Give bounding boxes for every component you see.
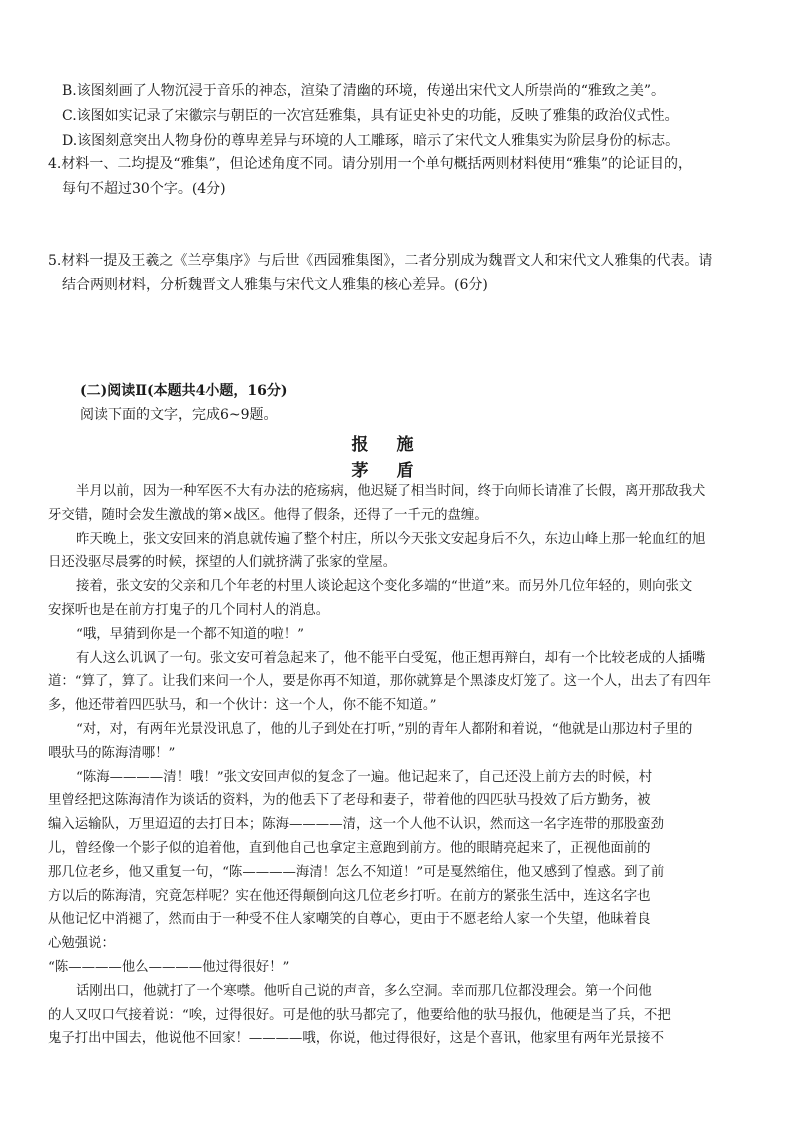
question-4-line-1: 4.材料一、二均提及“雅集”，但论述角度不同。请分别用一个单句概括两则材料使用“雅集”的论证目的， [48,156,692,172]
article-line: 编入运输队，万里迢迢的去打日本；陈海————清，这一个人他不认识，然而这一名字连带的那股蛮劲 [48,817,664,833]
article-title: 报施 [351,435,442,455]
option-d: D.该图刻意突出人物身份的尊卑差异与环境的人工雕琢，暗示了宋代文人雅集实为阶层身份的标志。 [62,133,680,149]
section-heading: (二)阅读Ⅱ(本题共4小题，16分) [80,383,288,399]
option-c: C.该图如实记录了宋徽宗与朝臣的一次宫廷雅集，具有证史补史的功能，反映了雅集的政治仪式性。 [62,108,679,124]
section-instruction: 阅读下面的文字，完成6~9题。 [80,407,278,423]
question-4-line-2: 每句不超过30个字。(4分) [62,181,226,197]
question-5-line-1: 5.材料一提及王羲之《兰亭集序》与后世《西园雅集图》，二者分别成为魏晋文人和宋代文人雅集的代表。请 [48,253,713,269]
article-line: 鬼子打出中国去，他说他不回家！————哦，你说，他过得很好，这是个喜讯，他家里有两年光景接不 [48,1031,664,1047]
article-line: 心勉强说： [48,936,115,952]
article-line: 方以后的陈海清，究竟怎样呢？实在他还得颠倒向这几位老乡打听。在前方的紧张生活中，连这名字也 [48,888,651,904]
article-line: “陈海————清！哦！”张文安回声似的复念了一遍。他记起来了，自己还没上前方去的时候，村 [76,769,653,785]
article-line: 喂驮马的陈海清哪！” [48,745,176,761]
article-line: 牙交错，随时会发生激战的第×战区。他得了假条，还得了一千元的盘缠。 [48,507,488,523]
article-line: “哦，早猜到你是一个都不知道的啦！” [76,626,304,642]
article-line: 日还没驱尽晨雾的时候，探望的人们就挤满了张家的堂屋。 [48,555,397,571]
article-line: 那几位老乡，他又重复一句，“陈————海清！怎么不知道！”可是戛然缩住，他又感到了惶惑。到了前 [48,864,665,880]
option-b: B.该图刻画了人物沉浸于音乐的神态，渲染了清幽的环境，传递出宋代文人所崇尚的“雅致之美”。 [62,83,666,99]
article-author: 茅盾 [351,461,442,481]
article-line: 里曾经把这陈海清作为谈话的资料，为的他丢下了老母和妻子，带着他的四匹驮马投效了后方勤务，被 [48,793,651,809]
article-line: 接着，张文安的父亲和几个年老的村里人谈论起这个变化多端的“世道”来。而另外几位年轻的，则向张文 [76,579,693,595]
article-line: 多，他还带着四匹驮马，和一个伙计：这一个人，你不能不知道。” [48,698,437,714]
article-line: 半月以前，因为一种军医不大有办法的疮疡病，他迟疑了相当时间，终于向师长请准了长假，离开那敌我犬 [76,484,706,499]
question-5-line-2: 结合两则材料，分析魏晋文人雅集与宋代文人雅集的核心差异。(6分) [62,277,488,293]
article-line: 儿，曾经像一个影子似的追着他，直到他自己也拿定主意跑到前方。他的眼睛亮起来了，正视他面前的 [48,841,651,856]
article-line: 从他记忆中消褪了，然而由于一种受不住人家嘲笑的自尊心，更由于不愿老给人家一个失望，他昧着良 [48,912,651,928]
article-line: 道：“算了，算了。让我们来问一个人，要是你再不知道，那你就算是个黑漆皮灯笼了。这一个人，出去了有四年 [48,674,711,690]
article-line: 话刚出口，他就打了一个寒噤。他听自己说的声音，多么空洞。幸而那几位都没理会。第一个问他 [76,983,652,999]
article-line: 的人又叹口气接着说：“唉，过得很好。可是他的驮马都完了，他要给他的驮马报仇，他硬是当了兵，不把 [48,1007,671,1023]
article-line: 安探听也是在前方打鬼子的几个同村人的消息。 [48,603,330,618]
article-line: 有人这么讥讽了一句。张文安可着急起来了，他不能平白受冤，他正想再辩白，却有一个比较老成的人插嘴 [76,650,706,666]
article-line: 昨天晚上，张文安回来的消息就传遍了整个村庄，所以今天张文安起身后不久，东边山峰上那一轮血红的旭 [76,531,706,547]
article-line: “对，对，有两年光景没讯息了，他的儿子到处在打听，”别的青年人都附和着说，“他就是山那边村子里的 [76,722,693,737]
article-line: “陈————他么————他过得很好！” [48,960,290,975]
